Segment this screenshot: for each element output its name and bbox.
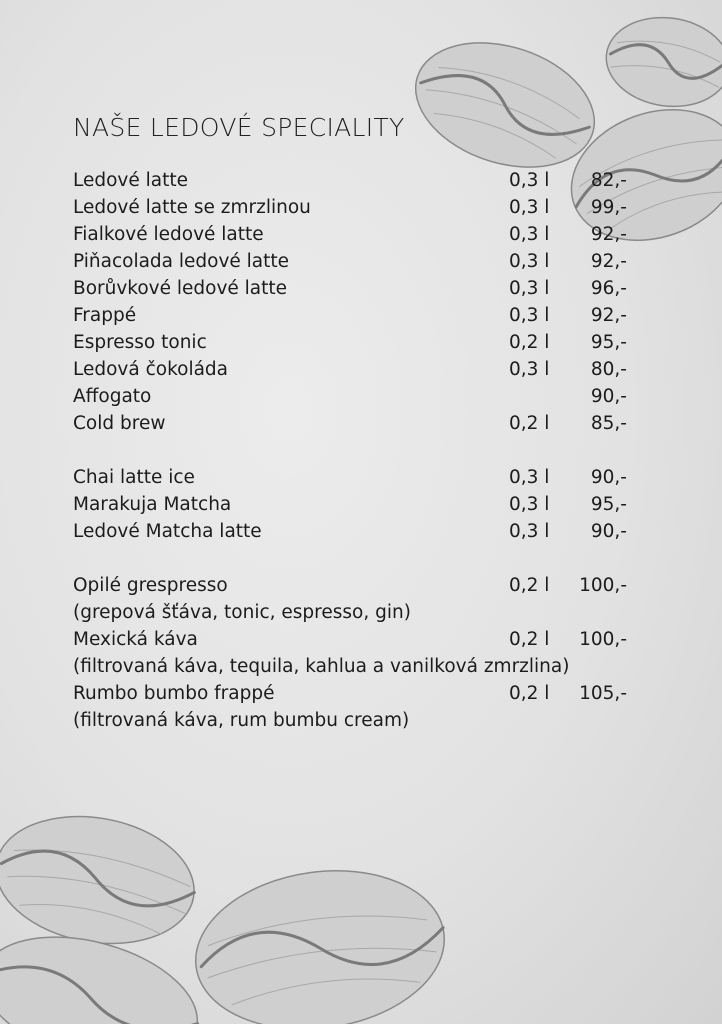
- menu-item-volume: 0,3 l: [509, 467, 550, 488]
- menu-item-volume: 0,3 l: [509, 359, 550, 380]
- menu-item-price: 99,-: [590, 197, 627, 218]
- menu-item-price: 95,-: [590, 494, 627, 515]
- menu-item-volume: 0,2 l: [509, 683, 550, 704]
- menu-item-price: 92,-: [590, 224, 627, 245]
- menu-item-name: Piňacolada ledové latte: [73, 251, 290, 272]
- menu-item-volume: 0,2 l: [509, 332, 550, 353]
- menu-item-name: Espresso tonic: [73, 332, 207, 353]
- menu-item-description: (filtrovaná káva, tequila, kahlua a vanilková zmrzlina): [73, 656, 570, 677]
- menu-item-volume: 0,2 l: [509, 575, 550, 596]
- menu-item-volume: 0,3 l: [509, 521, 550, 542]
- menu-item-description: (filtrovaná káva, rum bumbu cream): [73, 710, 410, 731]
- menu-item-price: 92,-: [590, 251, 627, 272]
- menu-item-name: Opilé grespresso: [73, 575, 228, 596]
- menu-item-price: 100,-: [579, 629, 627, 650]
- menu-item-volume: 0,3 l: [509, 170, 550, 191]
- menu-item-volume: 0,3 l: [509, 278, 550, 299]
- menu-item-volume: 0,3 l: [509, 494, 550, 515]
- menu-item-volume: 0,3 l: [509, 305, 550, 326]
- menu-item-name: Chai latte ice: [73, 467, 195, 488]
- menu-item-name: Frappé: [73, 305, 137, 326]
- menu-item-name: Fialkové ledové latte: [73, 224, 264, 245]
- menu-item-price: 90,-: [590, 386, 627, 407]
- menu-item-volume: 0,3 l: [509, 251, 550, 272]
- menu-item-name: Ledová čokoláda: [73, 359, 229, 380]
- coffee-bean-illustration-bottom: [0, 800, 722, 1024]
- menu-item-price: 90,-: [590, 467, 627, 488]
- menu-title: NAŠE LEDOVÉ SPECIALITY: [73, 113, 405, 142]
- menu-item-name: Affogato: [73, 386, 152, 407]
- menu-item-name: Ledové latte se zmrzlinou: [73, 197, 311, 218]
- menu-item-name: Borůvkové ledové latte: [73, 278, 288, 299]
- menu-item-price: 96,-: [590, 278, 627, 299]
- menu-item-description: (grepová šťáva, tonic, espresso, gin): [73, 602, 411, 623]
- menu-item-name: Ledové latte: [73, 170, 189, 191]
- menu-item-name: Rumbo bumbo frappé: [73, 683, 275, 704]
- menu-item-name: Marakuja Matcha: [73, 494, 232, 515]
- menu-item-name: Mexická káva: [73, 629, 198, 650]
- menu-item-volume: 0,2 l: [509, 413, 550, 434]
- menu-item-price: 105,-: [579, 683, 627, 704]
- menu-item-price: 100,-: [579, 575, 627, 596]
- menu-item-volume: 0,3 l: [509, 197, 550, 218]
- menu-item-price: 80,-: [590, 359, 627, 380]
- menu-item-price: 82,-: [590, 170, 627, 191]
- menu-item-volume: 0,2 l: [509, 629, 550, 650]
- menu-item-price: 95,-: [590, 332, 627, 353]
- menu-item-volume: 0,3 l: [509, 224, 550, 245]
- menu-item-name: Cold brew: [73, 413, 166, 434]
- menu-item-name: Ledové Matcha latte: [73, 521, 262, 542]
- menu-item-price: 85,-: [590, 413, 627, 434]
- menu-item-price: 90,-: [590, 521, 627, 542]
- menu-item-price: 92,-: [590, 305, 627, 326]
